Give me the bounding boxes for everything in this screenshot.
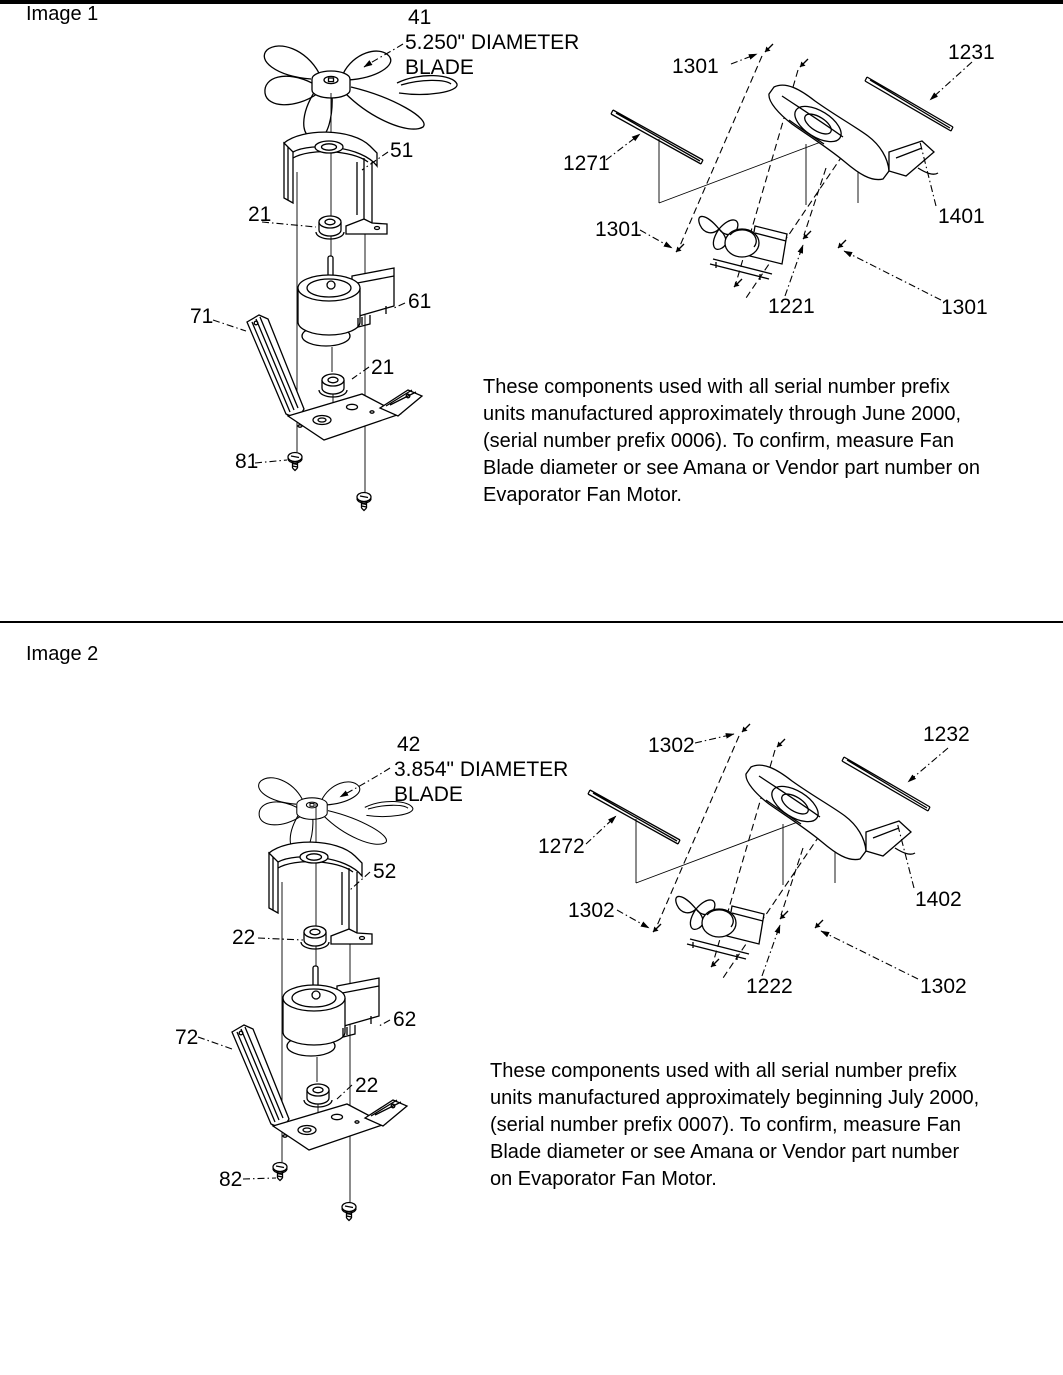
note-line: These components used with all serial number prefix — [483, 376, 950, 398]
callout-grommet-bottom: 22 — [355, 1074, 379, 1097]
callout-housing-screw-top: 1302 — [648, 734, 695, 757]
callout-housing-screw-left: 1302 — [568, 899, 615, 922]
image2-fan-blade — [259, 778, 413, 852]
callout-air-duct: 1401 — [938, 205, 985, 228]
note-line: These components used with all serial number prefix — [490, 1060, 957, 1082]
callout-blade-id: 42 — [397, 733, 421, 756]
image2-note — [490, 1058, 979, 1193]
callout-mount-bracket: 52 — [373, 860, 397, 883]
callout-blade-size: 5.250" DIAMETER — [405, 31, 580, 54]
note-line: (serial number prefix 0006). To confirm, measure Fan — [483, 430, 954, 452]
callout-rod-right: 1232 — [923, 723, 970, 746]
callout-support-bracket: 71 — [190, 305, 214, 328]
callout-housing-screw-right: 1302 — [920, 975, 967, 998]
callout-air-duct: 1402 — [915, 888, 962, 911]
callout-motor-assembly: 1221 — [768, 295, 815, 318]
note-line: Blade diameter or see Amana or Vendor part number on — [483, 457, 980, 479]
image1-diagram — [0, 0, 1063, 622]
note-line: Blade diameter or see Amana or Vendor part number — [490, 1141, 960, 1163]
image1-note — [483, 374, 980, 509]
callout-rod-right: 1231 — [948, 41, 995, 64]
callout-motor-assembly: 1222 — [746, 975, 793, 998]
callout-housing-screw-left: 1301 — [595, 218, 642, 241]
callout-blade-id: 41 — [408, 6, 432, 29]
note-line: units manufactured approximately through June 2000, — [483, 403, 962, 425]
image1-label: Image 1 — [26, 3, 99, 25]
callout-screw: 81 — [235, 450, 259, 473]
callout-support-bracket: 72 — [175, 1026, 199, 1049]
callout-grommet-top: 21 — [248, 203, 272, 226]
callout-blade-size: 3.854" DIAMETER — [394, 758, 569, 781]
callout-motor: 61 — [408, 290, 432, 313]
image2-diagram — [0, 622, 1063, 1375]
note-line: Evaporator Fan Motor. — [483, 484, 682, 506]
callout-grommet-bottom: 21 — [371, 356, 395, 379]
callout-screw: 82 — [219, 1168, 243, 1191]
callout-grommet-top: 22 — [232, 926, 256, 949]
note-line: on Evaporator Fan Motor. — [490, 1168, 717, 1190]
callout-rod-left: 1271 — [563, 152, 610, 175]
image1-housing-exploded — [611, 44, 953, 298]
callout-housing-screw-right: 1301 — [941, 296, 988, 319]
callout-blade-word: BLADE — [394, 783, 463, 806]
image2-label: Image 2 — [26, 643, 99, 665]
note-line: (serial number prefix 0007). To confirm, measure Fan — [490, 1114, 961, 1136]
callout-motor: 62 — [393, 1008, 417, 1031]
callout-blade-word: BLADE — [405, 56, 474, 79]
callout-rod-left: 1272 — [538, 835, 585, 858]
callout-housing-screw-top: 1301 — [672, 55, 719, 78]
image2-housing-exploded — [588, 724, 930, 978]
note-line: units manufactured approximately beginning July 2000, — [490, 1087, 980, 1109]
callout-mount-bracket: 51 — [390, 139, 414, 162]
